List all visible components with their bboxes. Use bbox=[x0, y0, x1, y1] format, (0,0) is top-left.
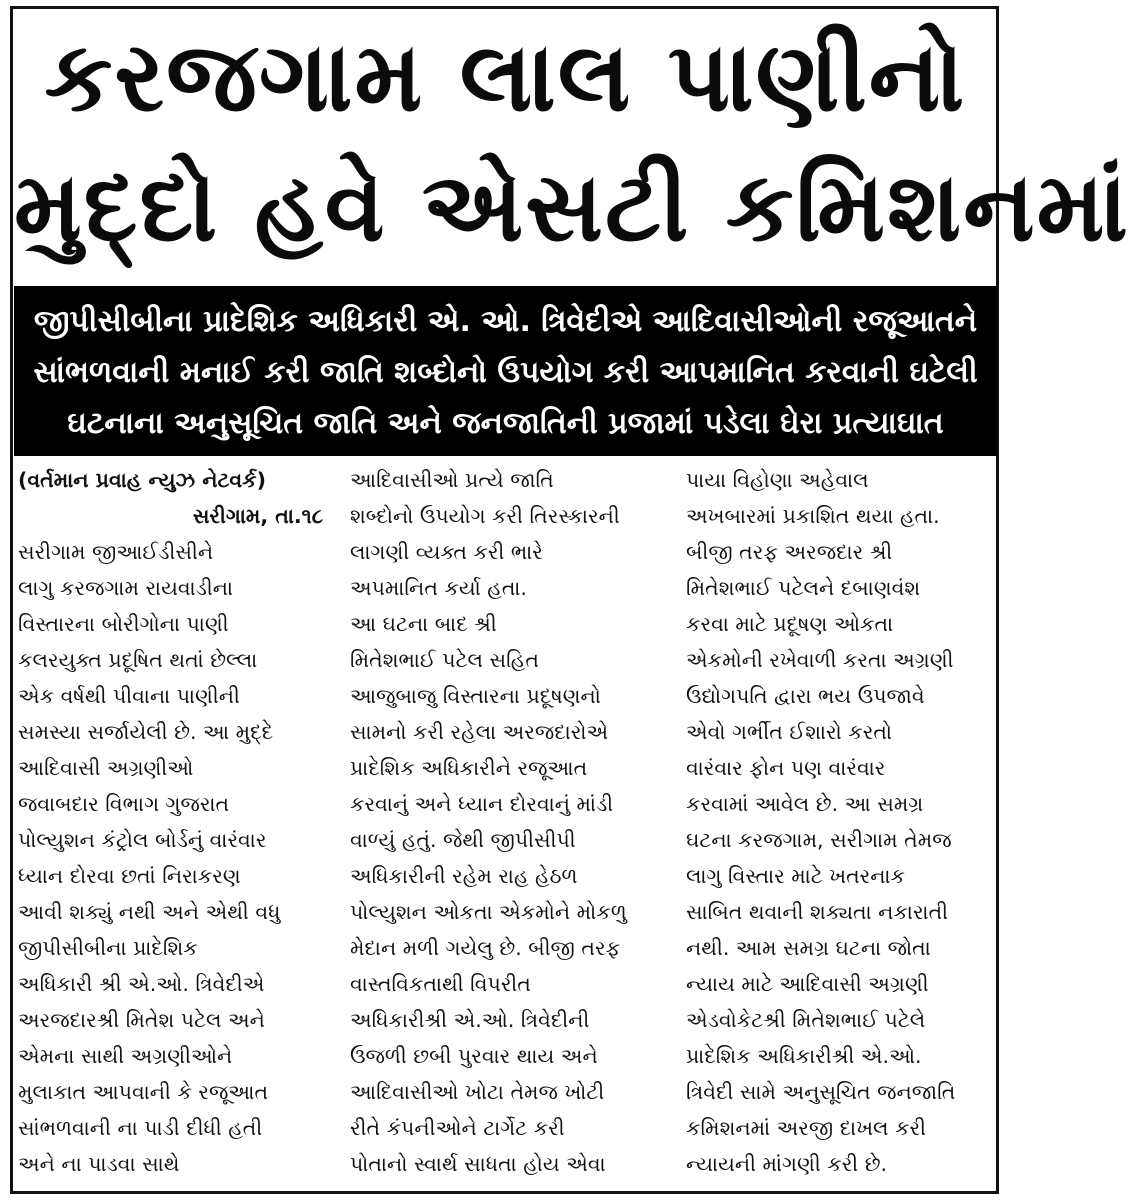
article-text-line: પ્રાદેશિક અધિકારીને રજૂઆત bbox=[350, 756, 588, 780]
article-text-line: અપમાનિત કર્યા હતા. bbox=[350, 576, 527, 600]
article-text-line: પાયા વિહોણા અહેવાલ bbox=[686, 468, 869, 492]
article-text-line: શબ્દોનો ઉપયોગ કરી તિરસ્કારની bbox=[350, 504, 620, 528]
article-text-line: પોતાનો સ્વાર્થ સાધતા હોય એવા bbox=[350, 1152, 606, 1176]
article-text-line: અખબારમાં પ્રકાશિત થયા હતા. bbox=[686, 504, 940, 528]
article-text-line: કરવા માટે પ્રદૂષણ ઓકતા bbox=[686, 612, 894, 636]
article-text-line: સરીગામ જીઆઈડીસીને bbox=[18, 540, 214, 564]
article-text-line: ધ્યાન દોરવા છતાં નિરાકરણ bbox=[18, 864, 241, 888]
article-text-line: એકમોની રખેવાળી કરતા અગ્રણી bbox=[686, 648, 954, 672]
article-text-line: નથી. આમ સમગ્ર ઘટના જોતા bbox=[686, 936, 931, 960]
article-text-line: આદિવાસીઓ પ્રત્યે જાતિ bbox=[350, 468, 554, 492]
article-text-line: અરજદારશ્રી મિતેશ પટેલ અને bbox=[18, 1008, 265, 1032]
article-text-line: સમસ્યા સર્જાયેલી છે. આ મુદ્દે bbox=[18, 720, 274, 744]
article-text-line: એડવોકેટશ્રી મિતેશભાઈ પટેલે bbox=[686, 1008, 926, 1032]
article-text-line: સાંભળવાની ના પાડી દીધી હતી bbox=[18, 1116, 263, 1140]
article-text-line: આજુબાજુ વિસ્તારના પ્રદૂષણનો bbox=[350, 684, 601, 708]
article-text-line: લાગુ કરજગામ રાયવાડીના bbox=[18, 576, 234, 600]
headline bbox=[14, 12, 1130, 282]
article-text-line: આદિવાસી અગ્રણીઓ bbox=[18, 756, 194, 780]
article-text-line: લાગુ વિસ્તાર માટે ખતરનાક bbox=[686, 864, 906, 888]
article-text-line: એક વર્ષથી પીવાના પાણીની bbox=[18, 684, 240, 708]
article-text-line: વારંવાર ફોન પણ વારંવાર bbox=[686, 756, 886, 780]
article-text-line: અને ના પાડવા સાથે bbox=[18, 1152, 180, 1176]
article-text-line: ન્યાયની માંગણી કરી છે. bbox=[686, 1152, 888, 1176]
article-text-line: કરવામાં આવેલ છે. આ સમગ્ર bbox=[686, 792, 924, 816]
headline-line: કરજગામ લાલ પાણીનો bbox=[44, 21, 967, 133]
article-text-line: અધિકારી શ્રી એ.ઓ. ત્રિવેદીએ bbox=[18, 972, 265, 996]
article-text-line: આ ઘટના બાદ શ્રી bbox=[350, 612, 497, 636]
article-text-line: ઘટના કરજગામ, સરીગામ તેમજ bbox=[686, 828, 952, 852]
article-text-line: ન્યાય માટે આદિવાસી અગ્રણી bbox=[686, 972, 929, 996]
article-column-2 bbox=[350, 462, 655, 1190]
deck-line: ઘટનાના અનુસૂચિત જાતિ અને જનજાતિની પ્રજામાં પડેલા ઘેરા પ્રત્યાઘાત bbox=[67, 406, 944, 441]
article-column-1 bbox=[18, 462, 323, 1190]
dateline: સરીગામ, તા.૧૮ bbox=[192, 504, 323, 528]
article-text-line: આવી શક્યું નથી અને એથી વધુ bbox=[18, 900, 281, 924]
deck-line: જીપીસીબીના પ્રાદેશિક અધિકારી એ. ઓ. ત્રિવેદીએ આદિવાસીઓની રજૂઆતને bbox=[33, 304, 978, 339]
article-text-line: કરવાનું અને ધ્યાન દોરવાનું માંડી bbox=[350, 792, 614, 816]
article-text-line: વિસ્તારના બોરીગોના પાણી bbox=[18, 612, 229, 636]
article-text-line: પોલ્યુશન કંટ્રોલ બોર્ડનું વારંવાર bbox=[18, 828, 267, 852]
article-text-line: પ્રાદેશિક અધિકારીશ્રી એ.ઓ. bbox=[686, 1044, 922, 1068]
article-text-line: ત્રિવેદી સામે અનુસૂચિત જનજાતિ bbox=[686, 1080, 956, 1104]
subheadline-deck bbox=[14, 286, 997, 456]
article-text-line: મિતેશભાઈ પટેલને દબાણવંશ bbox=[686, 576, 921, 600]
article-text-line: વાળ્યું હતું. જેથી જીપીસીપી bbox=[350, 828, 576, 852]
article-text-line: રીતે કંપનીઓને ટાર્ગેટ કરી bbox=[350, 1116, 565, 1140]
article-text-line: એવો ગર્ભીત ઈશારો કરતો bbox=[686, 720, 893, 744]
article-text-line: સામનો કરી રહેલા અરજદારોએ bbox=[350, 720, 609, 744]
article-text-line: અધિકારીશ્રી એ.ઓ. ત્રિવેદીની bbox=[350, 1008, 590, 1032]
article-text-line: બીજી તરફ અરજદાર શ્રી bbox=[686, 540, 893, 564]
article-text-line: એમના સાથી અગ્રણીઓને bbox=[18, 1044, 233, 1068]
article-body bbox=[18, 462, 993, 1190]
news-credit: (વર્તમાન પ્રવાહ ન્યુઝ નેટવર્ક) bbox=[18, 468, 267, 492]
article-text-line: લાગણી વ્યક્ત કરી ભારે bbox=[350, 540, 543, 564]
article-column-3 bbox=[686, 462, 991, 1190]
article-text-line: અધિકારીની રહેમ રાહ હેઠળ bbox=[350, 864, 578, 888]
headline-line: મુદ્દો હવે એસટી કમિશનમાં bbox=[14, 151, 1130, 263]
article-text-line: જીપીસીબીના પ્રાદેશિક bbox=[18, 936, 198, 960]
article-text-line: પોલ્યુશન ઓકતા એકમોને મોકળુ bbox=[350, 900, 627, 924]
article-text-line: ઉજળી છબી પુરવાર થાય અને bbox=[350, 1044, 598, 1068]
article-text-line: કલરયુક્ત પ્રદૂષિત થતાં છેલ્લા bbox=[18, 648, 258, 672]
article-text-line: જવાબદાર વિભાગ ગુજરાત bbox=[18, 792, 230, 816]
article-text-line: આદિવાસીઓ ખોટા તેમજ ખોટી bbox=[350, 1080, 605, 1104]
article-text-line: વાસ્તવિકતાથી વિપરીત bbox=[350, 972, 531, 996]
article-text-line: મિતેશભાઈ પટેલ સહિત bbox=[350, 648, 539, 672]
article-text-line: ઉદ્યોગપતિ દ્વારા ભય ઉપજાવે bbox=[686, 684, 925, 708]
article-text-line: સાબિત થવાની શક્યતા નકારાતી bbox=[686, 900, 949, 924]
article-text-line: મુલાકાત આપવાની કે રજૂઆત bbox=[18, 1080, 269, 1104]
article-text-line: કમિશનમાં અરજી દાખલ કરી bbox=[686, 1116, 927, 1140]
deck-line: સાંભળવાની મનાઈ કરી જાતિ શબ્દોનો ઉપયોગ કરી આપમાનિત કરવાની ઘટેલી bbox=[33, 355, 978, 390]
article-text-line: મેદાન મળી ગયેલુ છે. બીજી તરફ bbox=[350, 936, 621, 960]
